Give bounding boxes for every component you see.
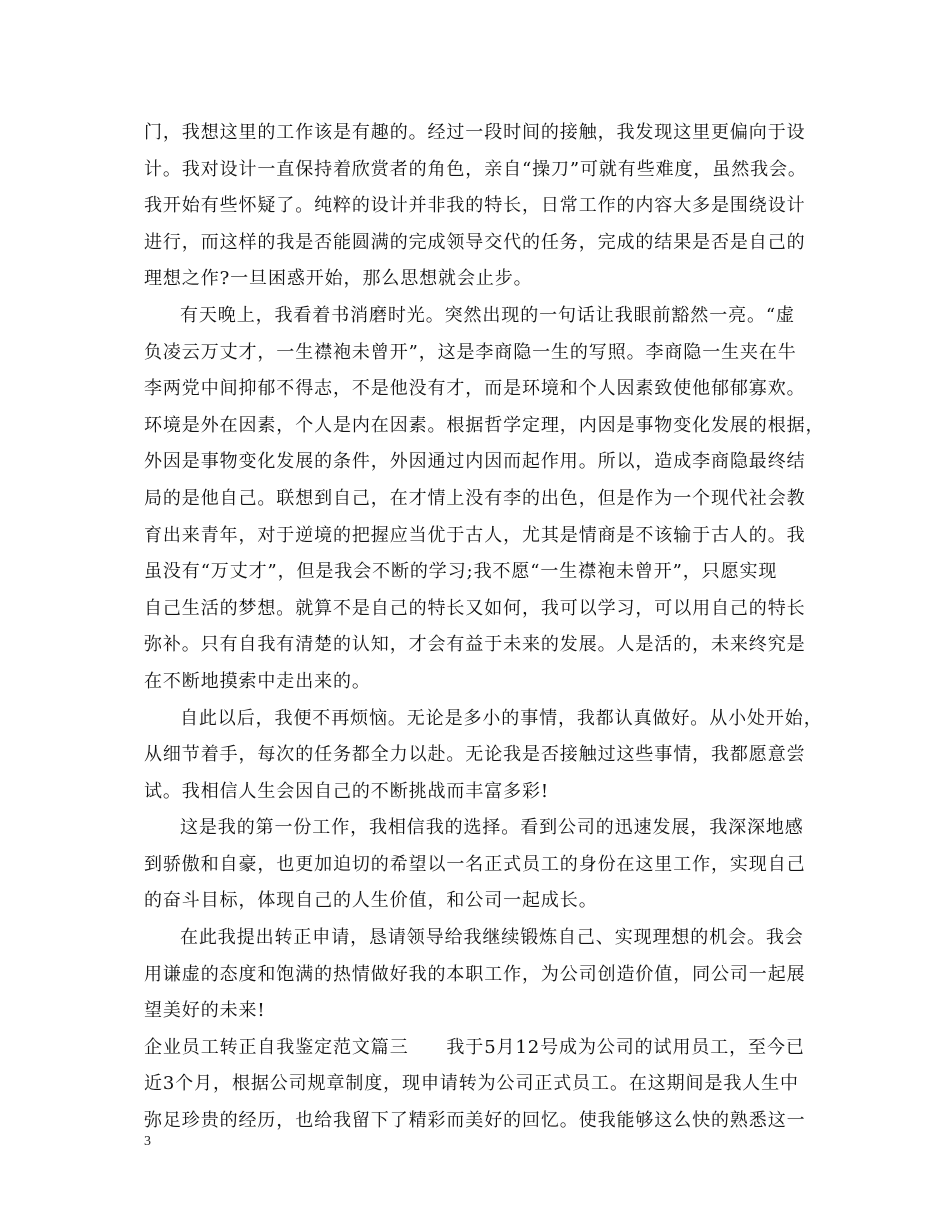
text-line: 自此以后，我便不再烦恼。无论是多小的事情，我都认真做好。从小处开始，	[180, 707, 823, 729]
body-text	[144, 115, 844, 1140]
text-line: 虽没有“万丈才”，但是我会不断的学习;我不愿“一生襟袍未曾开”，只愿实现	[144, 561, 778, 583]
text-line: 在此我提出转正申请，恳请领导给我继续锻炼自己、实现理想的机会。我会	[180, 927, 804, 949]
text-line: 用谦虚的态度和饱满的热情做好我的本职工作，为公司创造价值，同公司一起展	[144, 963, 806, 985]
text-line: 理想之作?一旦困惑开始，那么思想就会止步。	[144, 268, 533, 290]
page-number: 3	[144, 1134, 151, 1149]
text-line: 这是我的第一份工作，我相信我的选择。看到公司的迅速发展，我深深地感	[180, 817, 804, 839]
text-line: 门，我想这里的工作该是有趣的。经过一段时间的接触，我发现这里更偏向于设	[144, 122, 806, 143]
text-line: 从细节着手，每次的任务都全力以赴。无论我是否接触过这些事情，我都愿意尝	[144, 744, 806, 766]
text-line: 负凌云万丈才，一生襟袍未曾开”，这是李商隐一生的写照。李商隐一生夹在牛	[144, 341, 797, 363]
text-line: 弥足珍贵的经历，也给我留下了精彩而美好的回忆。使我能够这么快的熟悉这一	[144, 1110, 806, 1132]
text-line: 望美好的未来!	[144, 1000, 266, 1022]
text-line: 自己生活的梦想。就算不是自己的特长又如何，我可以学习，可以用自己的特长	[144, 597, 806, 619]
text-line: 环境是外在因素，个人是内在因素。根据哲学定理，内因是事物变化发展的根据，	[144, 414, 825, 436]
text-line: 企业员工转正自我鉴定范文篇三 我于5月12号成为公司的试用员工，至今已	[144, 1036, 805, 1058]
text-line: 育出来青年，对于逆境的把握应当优于古人，尤其是情商是不该输于古人的。我	[144, 524, 806, 546]
text-line: 外因是事物变化发展的条件，外因通过内因而起作用。所以，造成李商隐最终结	[144, 451, 806, 473]
text-line: 李两党中间抑郁不得志，不是他没有才，而是环境和个人因素致使他郁郁寡欢。	[144, 378, 806, 400]
text-line: 到骄傲和自豪，也更加迫切的希望以一名正式员工的身份在这里工作，实现自己	[144, 853, 806, 875]
text-line: 在不断地摸索中走出来的。	[144, 670, 371, 692]
text-line: 的奋斗目标，体现自己的人生价值，和公司一起成长。	[144, 890, 598, 912]
text-line: 弥补。只有自我有清楚的认知，才会有益于未来的发展。人是活的，未来终究是	[144, 634, 806, 656]
text-line: 有天晚上，我看着书消磨时光。突然出现的一句话让我眼前豁然一亮。“虚	[180, 304, 795, 326]
text-line: 局的是他自己。联想到自己，在才情上没有李的出色，但是作为一个现代社会教	[144, 487, 806, 509]
text-line: 我开始有些怀疑了。纯粹的设计并非我的特长，日常工作的内容大多是围绕设计	[144, 195, 806, 217]
text-line: 近3个月，根据公司规章制度，现申请转为公司正式员工。在这期间是我人生中	[144, 1073, 799, 1095]
text-line: 试。我相信人生会因自己的不断挑战而丰富多彩!	[144, 780, 550, 802]
text-line: 计。我对设计一直保持着欣赏者的角色，亲自“操刀”可就有些难度，虽然我会。	[144, 158, 807, 180]
text-line: 进行，而这样的我是否能圆满的完成领导交代的任务，完成的结果是否是自己的	[144, 231, 806, 253]
